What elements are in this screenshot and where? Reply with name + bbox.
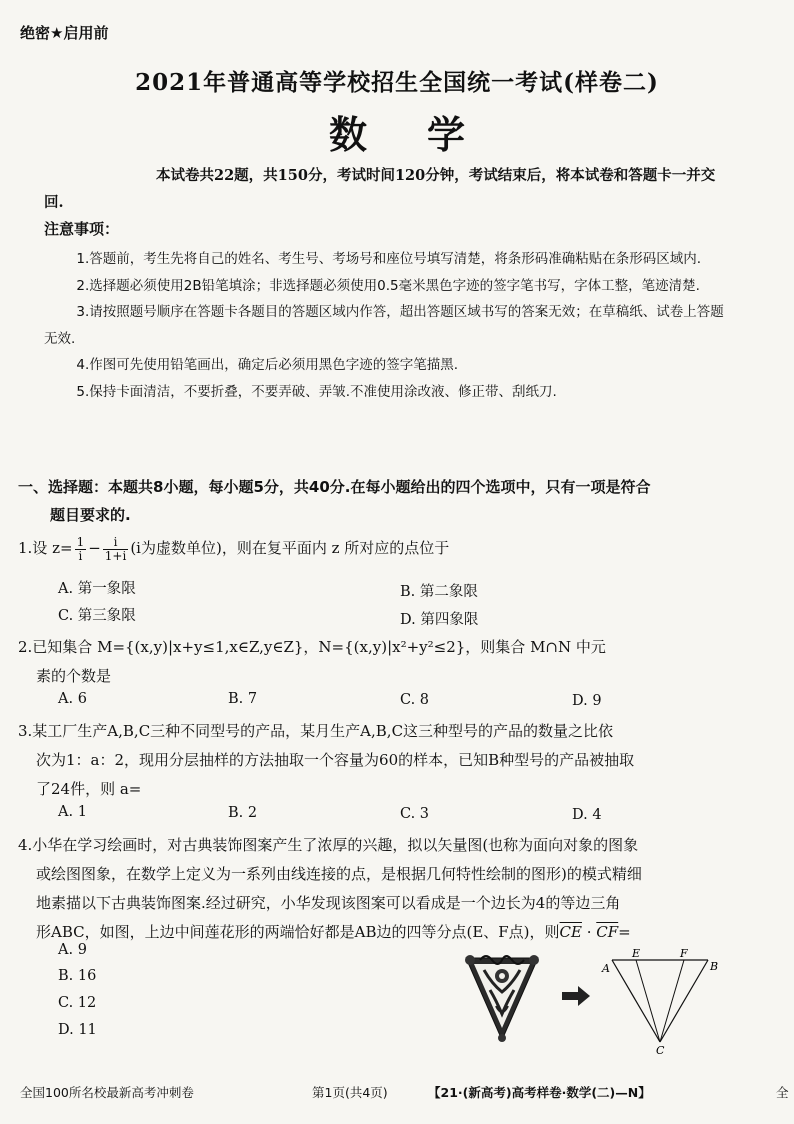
q4-line3: 地素描以下古典装饰图案.经过研究，小华发现该图案可以看成是一个边长为4的等边三角 [36, 894, 621, 912]
q4-option-c: C. 12 [58, 995, 97, 1011]
question-4 [18, 831, 738, 947]
question-3 [18, 717, 738, 804]
arrow-icon [562, 986, 590, 1006]
q4-figure [462, 948, 722, 1058]
q3-option-b: B. 2 [228, 805, 258, 821]
question-2 [18, 633, 738, 691]
q1-f2-num: i [103, 536, 129, 550]
notice-item: 5.保持卡面清洁，不要折叠，不要弄破、弄皱.不准使用涂改液、修正带、刮纸刀. [76, 383, 557, 400]
subject-title: 数学 [328, 112, 525, 157]
q2-line2: 素的个数是 [36, 667, 112, 685]
q2-option-c: C. 8 [400, 692, 430, 708]
q4-dot: · [581, 923, 597, 941]
intro-paragraph: 本试卷共22题，共150分，考试时间120分钟，考试结束后，将本试卷和答题卡一并交回. [44, 167, 716, 211]
q4-option-b: B. 16 [58, 968, 97, 984]
q4-vector-ce: $\overline{CE}$ [559, 923, 582, 941]
q4-option-a: A. 9 [58, 942, 87, 958]
q3-line1: 3.某工厂生产A,B,C三种不同型号的产品，某月生产A,B,C这三种型号的产品的数量之比依 [18, 722, 614, 740]
footer-left: 全国100所名校最新高考冲刺卷 [20, 1085, 194, 1100]
q1-f1-den: i [78, 548, 83, 563]
q2-option-a: A. 6 [58, 691, 87, 707]
question-1 [18, 534, 738, 563]
q1-fraction-1 [75, 536, 87, 563]
q1-minus: − [88, 539, 101, 557]
q1-option-c: C. 第三象限 [58, 608, 136, 624]
label-e: E [632, 948, 641, 960]
label-a: A [602, 962, 610, 975]
q4-line2: 或绘图图象，在数学上定义为一系列由线连接的点，是根据几何特性绘制的图形)的模式精细 [36, 865, 642, 883]
q1-option-a: A. 第一象限 [58, 581, 136, 597]
q1-fraction-2 [103, 536, 129, 563]
q4-vector-cf: $\overline{CF}$ [596, 923, 619, 941]
notice-list [44, 246, 724, 405]
notice-item: 2.选择题必须使用2B铅笔填涂；非选择题必须使用0.5毫米黑色字迹的签字笔书写，字体工整，笔迹清楚. [76, 277, 700, 294]
q4-equals: = [618, 923, 631, 941]
q4-line4 [18, 918, 738, 947]
confidential-label: 绝密★启用前 [20, 24, 109, 42]
q1-f2-den: 1+i [104, 548, 127, 563]
q3-line2: 次为1：a：2，现用分层抽样的方法抽取一个容量为60的样本，已知B种型号的产品被抽取 [36, 751, 635, 769]
exam-title: 2021年普通高等学校招生全国统一考试(样卷二) [135, 69, 659, 96]
notice-item: 4.作图可先使用铅笔画出，确定后必须用黑色字迹的签字笔描黑. [76, 357, 459, 373]
q4-line4-text: 形ABC，如图，上边中间莲花形的两端恰好都是AB边的四等分点(E、F点)，则 [36, 923, 560, 941]
ornament-pattern [465, 955, 539, 1042]
triangle-abc [601, 948, 718, 1057]
q1-prefix: 1.设 z= [18, 539, 73, 557]
q1-f1-num: 1 [76, 534, 85, 549]
q3-option-c: C. 3 [400, 806, 430, 822]
notice-item: 3.请按照题号顺序在答题卡各题目的答题区域内作答，超出答题区域书写的答案无效；在草稿纸、试卷上答题无效. [44, 304, 724, 347]
section-heading-line2: 题目要求的. [50, 506, 131, 524]
footer-edge-char: 全 [776, 1085, 789, 1100]
label-f: F [680, 948, 688, 960]
q3-line3: 了24件，则 a= [36, 780, 142, 798]
q2-line1: 2.已知集合 M={(x,y)|x+y≤1,x∈Z,y∈Z}，N={(x,y)|x²+y²≤2}，则集合 M∩N 中元 [18, 638, 606, 656]
q1-option-b: B. 第二象限 [400, 584, 478, 600]
q4-option-d: D. 11 [58, 1022, 97, 1038]
footer-page-number: 第1页(共4页) [312, 1085, 388, 1100]
q3-option-a: A. 1 [58, 804, 87, 820]
q1-suffix: (i为虚数单位)，则在复平面内 z 所对应的点位于 [130, 539, 450, 557]
label-b: B [710, 960, 719, 973]
q1-option-d: D. 第四象限 [400, 612, 479, 628]
q2-option-b: B. 7 [228, 691, 258, 707]
section-heading [18, 473, 738, 529]
label-c: C [656, 1044, 665, 1057]
q2-option-d: D. 9 [572, 693, 602, 709]
section-heading-line1: 一、选择题：本题共8小题，每小题5分，共40分.在每小题给出的四个选项中，只有一项是符合 [18, 478, 651, 496]
footer-right: 【21·(新高考)高考样卷·数学(二)—N】 [428, 1085, 651, 1100]
q4-line1: 4.小华在学习绘画时，对古典装饰图案产生了浓厚的兴趣，拟以矢量图(也称为面向对象的图象 [18, 836, 639, 854]
q3-option-d: D. 4 [572, 807, 602, 823]
notice-item: 1.答题前，考生先将自己的姓名、考生号、考场号和座位号填写清楚，将条形码准确粘贴在条形码区域内. [76, 251, 702, 267]
notice-heading: 注意事项： [44, 220, 120, 238]
